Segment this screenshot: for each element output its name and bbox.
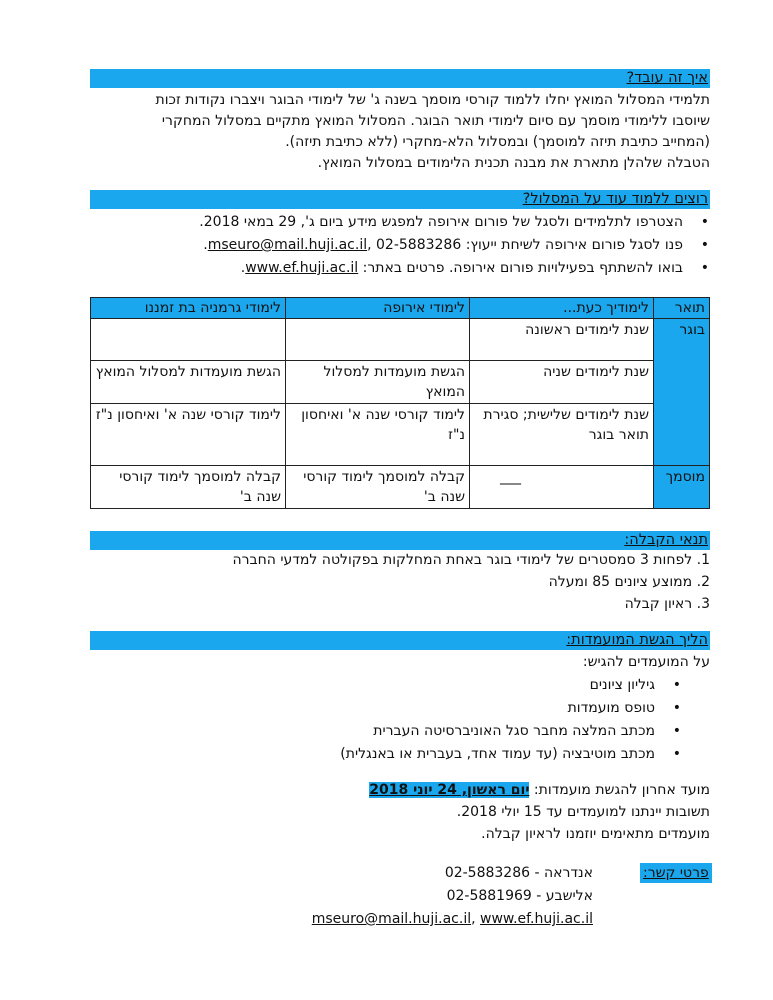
table-cell: הגשת מועמדות למסלול המואץ	[286, 361, 470, 404]
degree-ba-cell: בוגר	[654, 319, 710, 466]
application-item: • גיליון ציונים	[589, 677, 681, 693]
deadline-label: מועד אחרון להגשת מועמדות:	[533, 782, 710, 798]
contact-site-link[interactable]: www.ef.huji.ac.il	[480, 911, 593, 927]
application-heading: הליך הגשת המועמדות:	[566, 632, 708, 648]
bullet-dot-icon: •	[700, 214, 709, 230]
table-cell: קבלה למוסמך לימוד קורסי שנה ב'	[91, 466, 286, 509]
table-row	[91, 404, 710, 466]
how-line-4: הטבלה שלהלן מתארת את מבנה תכנית הלימודים במסלול המואץ.	[317, 155, 710, 171]
table-row	[91, 319, 710, 361]
interview-line: מועמדים מתאימים יוזמנו לראיון קבלה.	[481, 826, 710, 842]
table-header-cell: תואר	[654, 298, 710, 319]
forum-site-link[interactable]: www.ef.huji.ac.il	[245, 260, 359, 276]
bullet-dot-icon: •	[672, 677, 681, 693]
table-cell: לימוד קורסי שנה א' ואיחסון נ"ז	[286, 404, 470, 466]
application-item: • מכתב המלצה מחבר סגל האוניברסיטה העברית	[373, 723, 681, 739]
table-row	[91, 466, 710, 509]
contact-email-link[interactable]: mseuro@mail.huji.ac.il	[311, 911, 472, 927]
forum-email-link[interactable]: mseuro@mail.huji.ac.il	[207, 237, 368, 253]
admission-item: 2. ממוצע ציונים 85 ומעלה	[548, 574, 710, 590]
deadline-value: יום ראשון, 24 יוני 2018	[369, 782, 530, 798]
table-cell: שנת לימודים שלישית; סגירת תואר בוגר	[470, 404, 654, 466]
degree-ma-cell: מוסמך	[654, 466, 710, 509]
deadline-line	[369, 780, 710, 800]
learn-heading-bar	[90, 190, 710, 209]
admission-heading: תנאי הקבלה:	[624, 532, 708, 548]
application-item: • מכתב מוטיבציה (עד עמוד אחד, בעברית או באנגלית)	[340, 746, 681, 762]
table-cell	[286, 319, 470, 361]
table-header-cell: לימודי גרמניה בת זמננו	[91, 298, 286, 319]
admission-heading-bar	[90, 531, 710, 550]
admission-item: 1. לפחות 3 סמסטרים של לימודי בוגר באחת המחלקות בפקולטה למדעי החברה	[232, 552, 710, 568]
program-structure-table	[90, 297, 710, 509]
table-header-cell: לימודיך כעת...	[470, 298, 654, 319]
how-heading: איך זה עובד?	[626, 70, 708, 86]
bullet-dot-icon: •	[700, 260, 709, 276]
how-heading-bar	[90, 69, 710, 88]
learn-bullet-1: • הצטרפו לתלמידים ולסגל של פורום אירופה למפגש מידע ביום ג', 29 במאי 2018.	[199, 214, 709, 230]
answers-line: תשובות יינתנו למועמדים עד 15 יולי 2018.	[456, 804, 710, 820]
contact-label: פרטי קשר:	[640, 863, 712, 883]
bullet-dot-icon: •	[700, 237, 709, 253]
how-line-1: תלמידי המסלול המואץ יחלו ללמוד קורסי מוסמך בשנה ג' של לימודי הבוגר ויצברו נקודות זכות	[155, 92, 710, 108]
bullet-dot-icon: •	[672, 746, 681, 762]
admission-item: 3. ראיון קבלה	[624, 596, 710, 612]
contact-links: mseuro@mail.huji.ac.il, www.ef.huji.ac.il	[311, 911, 593, 927]
application-item: • טופס מועמדות	[567, 700, 681, 716]
bullet-dot-icon: •	[672, 700, 681, 716]
table-cell: שנת לימודים שניה	[470, 361, 654, 404]
table-cell: הגשת מועמדות למסלול המואץ	[91, 361, 286, 404]
table-cell: ___	[470, 466, 654, 509]
table-header-row	[91, 298, 710, 319]
application-intro: על המועמדים להגיש:	[582, 654, 710, 670]
table-cell: קבלה למוסמך לימוד קורסי שנה ב'	[286, 466, 470, 509]
contact-person-1: אנדראה - 02-5883286	[444, 865, 593, 881]
application-heading-bar	[90, 631, 710, 650]
bullet-dot-icon: •	[672, 723, 681, 739]
how-line-3: (המחייב כתיבת תיזה למוסמך) ובמסלול הלא-מחקרי (ללא כתיבת תיזה).	[285, 134, 710, 150]
table-cell: לימוד קורסי שנה א' ואיחסון נ"ז	[91, 404, 286, 466]
learn-bullet-2: • פנו לסגל פורום אירופה לשיחת ייעוץ: mseuro@mail.huji.ac.il, 02-5883286.	[203, 237, 709, 253]
table-header-cell: לימודי אירופה	[286, 298, 470, 319]
table-cell	[91, 319, 286, 361]
table-row	[91, 361, 710, 404]
contact-person-2: אלישבע - 02-5881969	[446, 888, 593, 904]
learn-bullet-3: • בואו להשתתף בפעילויות פורום אירופה. פרטים באתר: www.ef.huji.ac.il.	[240, 260, 709, 276]
table-cell: שנת לימודים ראשונה	[470, 319, 654, 361]
how-line-2: שיוסבו ללימודי מוסמך עם סיום לימודי תואר הבוגר. המסלול המואץ מתקיים במסלול המחקרי	[161, 113, 710, 129]
learn-heading: רוצים ללמוד עוד על המסלול?	[522, 191, 708, 207]
